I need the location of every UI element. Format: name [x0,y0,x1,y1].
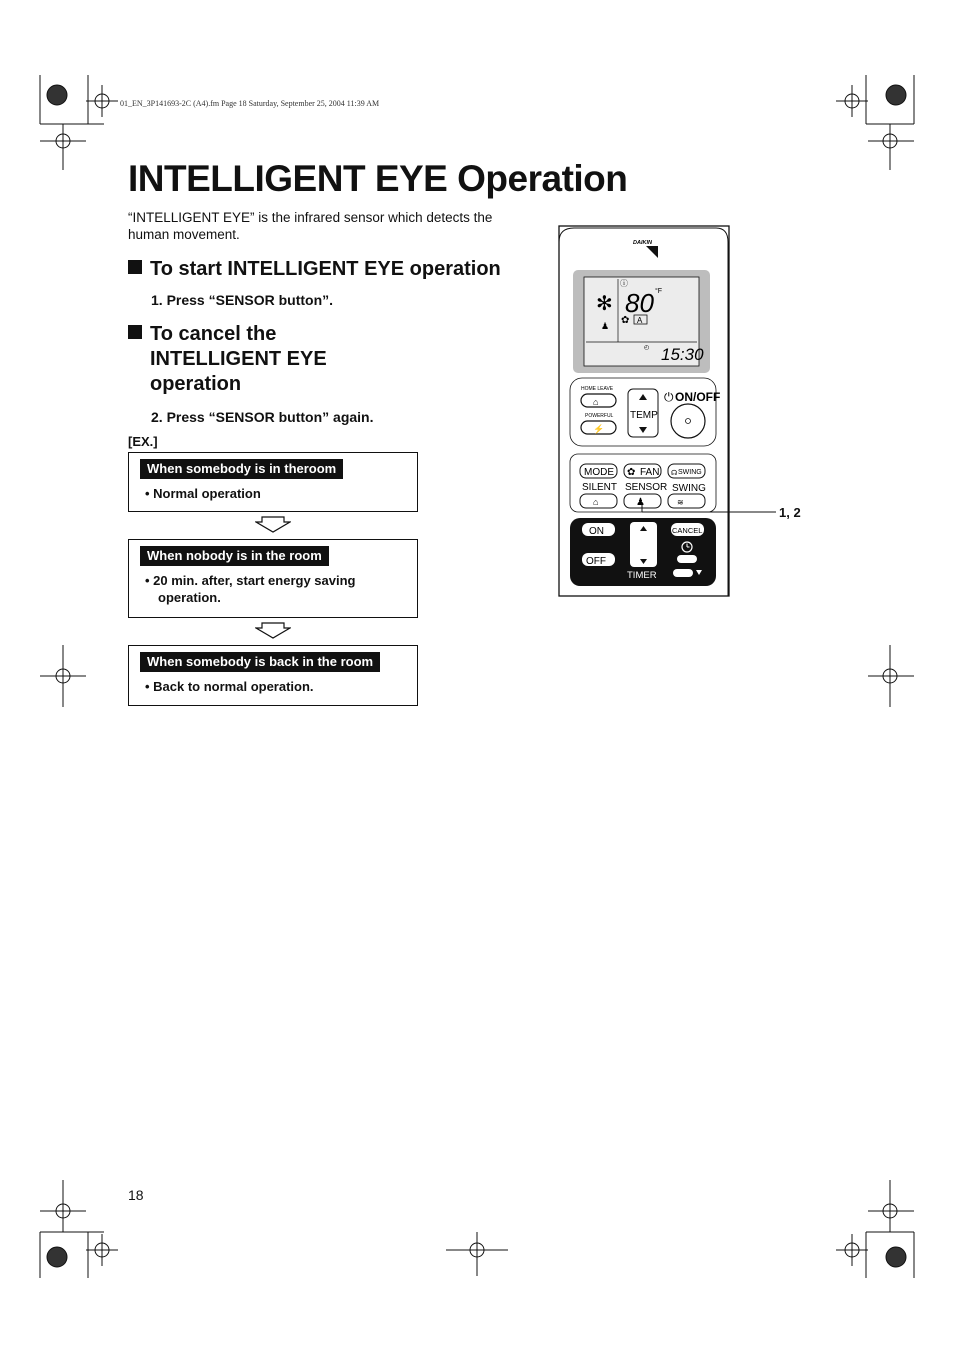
silent-icon: ⌂ [593,497,599,507]
swing-top-label: SWING [678,469,702,476]
indicator-icon: ⓘ [620,279,628,288]
flow-box-text: • Back to normal operation. [145,679,314,694]
example-label: [EX.] [128,434,158,449]
cancel-step: 2. Press “SENSOR button” again. [151,409,374,425]
cover-slide-icon [673,569,693,577]
powerful-icon: ⚡ [593,424,605,434]
fan-icon: ✿ [627,467,636,478]
swing-label: SWING [672,483,706,494]
display-unit: °F [655,288,663,295]
sensor-person-icon: ♟ [636,497,645,508]
flow-box-header: When somebody is in theroom [140,459,343,479]
mode-label: MODE [584,467,614,478]
flow-box-text: • Normal operation [145,486,261,501]
clock-display-icon: ◴ [644,345,650,351]
remote-control-illustration [556,224,734,600]
auto-mode-indicator: A [637,316,643,325]
square-bullet-icon [128,260,142,274]
square-bullet-icon [128,325,142,339]
home-leave-button[interactable] [581,394,616,407]
flow-box-header: When somebody is back in the room [140,652,380,672]
page-title: INTELLIGENT EYE Operation [128,158,628,199]
display-temperature: 80 [625,288,654,318]
powerful-label: POWERFUL [585,413,614,419]
fan-label: FAN [640,467,660,478]
power-icon: ⏻ [664,390,674,404]
flow-box-back [128,645,418,706]
sensor-person-icon: ♟ [601,321,610,331]
flow-box-absent [128,539,418,618]
file-header-note: 01_EN_3P141693-2C (A4).fm Page 18 Saturday, September 25, 2004 11:39 AM [120,99,380,108]
silent-label: SILENT [582,482,618,493]
cancel-heading [128,322,388,397]
silent-button[interactable] [580,494,617,508]
onoff-button[interactable] [671,404,705,438]
cancel-heading-line1: To cancel the [150,323,277,345]
house-icon: ⌂ [593,397,599,407]
cancel-heading-line2: INTELLIGENT EYE [150,348,327,370]
flow-box-text [145,572,355,606]
intro-text: “INTELLIGENT EYE” is the infrared sensor which detects the human movement. [128,210,493,242]
swing-icon: ☊ [671,470,678,477]
onoff-label: ON/OFF [675,390,721,404]
flow-box-present [128,452,418,512]
timer-off-label: OFF [586,556,606,567]
sensor-label: SENSOR [625,482,668,493]
timer-label: TIMER [627,570,657,581]
start-step: 1. Press “SENSOR button”. [151,292,334,308]
timer-on-label: ON [589,526,604,537]
timer-cancel-label: CANCEL [672,526,703,535]
fan-display-icon: ✿ [621,315,630,326]
start-heading [128,257,501,282]
swing-louver-icon: ≋ [677,498,684,507]
down-arrow-icon [255,516,291,534]
callout-leader-line [640,500,780,520]
callout-label: 1, 2 [779,505,801,520]
flow-box-text-line1: • 20 min. after, start energy saving [145,573,356,588]
brand-label: DAIKIN [633,240,652,246]
home-leave-label: HOME LEAVE [581,386,614,392]
down-arrow-icon [255,622,291,640]
flow-box-header: When nobody is in the room [140,546,329,566]
display-time: 15:30 [661,345,704,364]
start-heading-text: To start INTELLIGENT EYE operation [150,258,501,280]
clock-set-button[interactable] [677,555,697,563]
page-number: 18 [128,1187,144,1203]
flow-box-text-line2: operation. [158,590,221,605]
temp-label: TEMP [630,410,658,421]
snowflake-icon: ✻ [596,293,613,315]
cancel-heading-line3: operation [150,373,242,395]
